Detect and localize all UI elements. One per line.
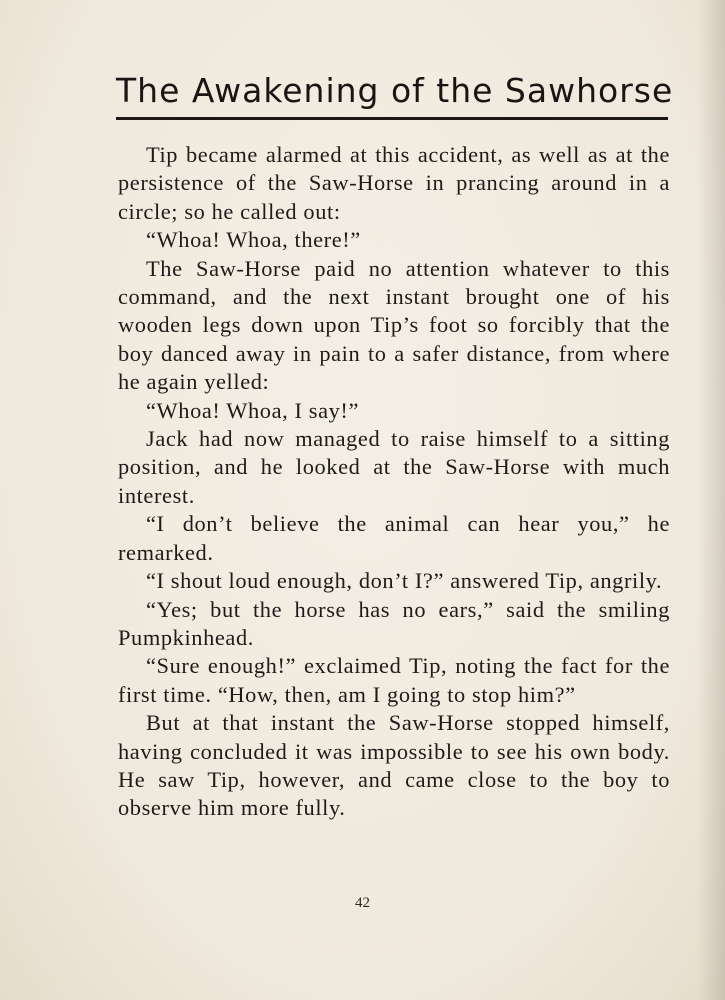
paragraph: Tip became alarmed at this accident, as well as at the persistence of the Saw-Horse in prancing around in a circle; so he called out:	[118, 142, 670, 224]
page-number: 42	[355, 895, 370, 911]
chapter-title: The Awakening of the Sawhorse	[116, 71, 674, 110]
page-edge-shadow	[697, 0, 725, 1000]
paragraph: “Yes; but the horse has no ears,” said the smiling Pumpkinhead.	[118, 596, 670, 650]
title-underline-rule	[116, 117, 668, 120]
paragraph: “Whoa! Whoa, there!”	[146, 227, 361, 253]
paragraph: Jack had now managed to raise himself to a sitting position, and he looked at the Saw-Horse with much interest.	[118, 426, 670, 508]
paragraph: “Whoa! Whoa, I say!”	[146, 397, 360, 423]
paragraph: But at that instant the Saw-Horse stopped himself, having concluded it was impossible to see his own body. He saw Tip, however, and came close to the boy to observe him more fully.	[118, 710, 670, 821]
paragraph: “I don’t believe the animal can hear you,” he remarked.	[118, 511, 670, 565]
body-text	[118, 141, 670, 823]
paragraph: The Saw-Horse paid no attention whatever to this command, and the next instant brought one of his wooden legs down upon Tip’s foot so forcibly that the boy danced away in pain to a safer distance, from where he again yelled:	[118, 255, 670, 395]
paragraph: “I shout loud enough, don’t I?” answered Tip, angrily.	[146, 568, 663, 594]
paragraph: “Sure enough!” exclaimed Tip, noting the fact for the first time. “How, then, am I going to stop him?”	[118, 653, 670, 707]
